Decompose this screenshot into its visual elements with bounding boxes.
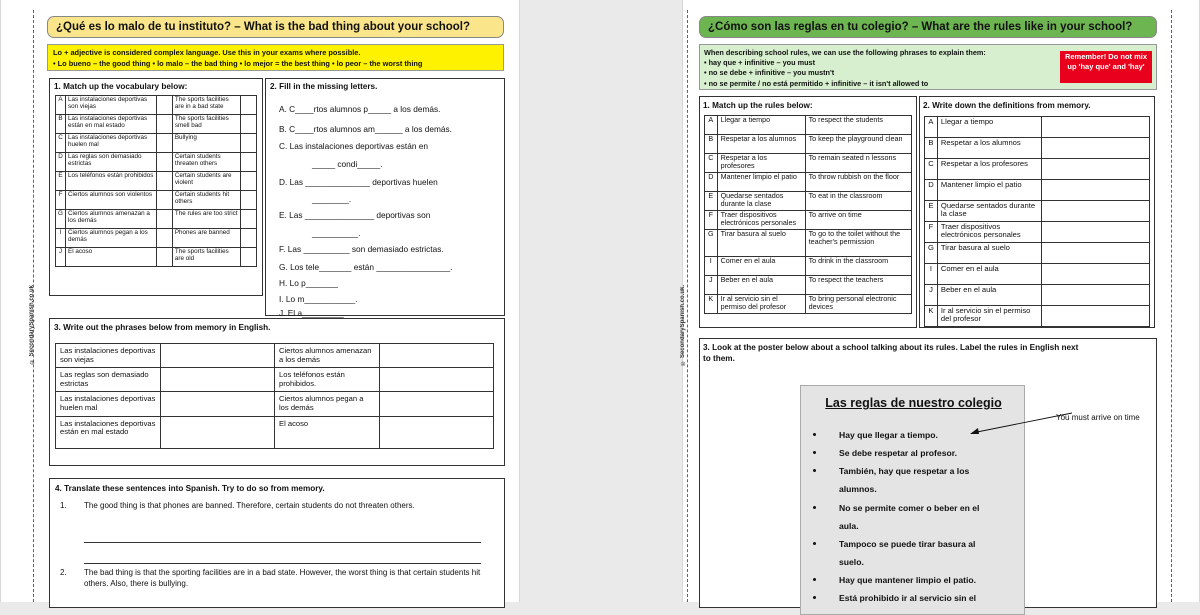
spanish-rule: Ir al servicio sin el permiso del profesor: [937, 306, 1041, 327]
poster-rule-line: Está prohibido ir al servicio sin el: [839, 593, 977, 603]
row-letter: G: [925, 243, 938, 264]
fill-item: D. Las ______________ deportivas huelen: [279, 177, 438, 187]
answer-cell[interactable]: [156, 134, 172, 153]
poster-rule-line: Hay que llegar a tiempo.: [839, 430, 938, 440]
english-phrase: Certain students hit others: [172, 191, 240, 210]
spanish-rule: Mantener limpio el patio: [717, 173, 805, 192]
table-row: [56, 210, 257, 229]
poster-title: Las reglas de nuestro colegio: [825, 396, 1002, 410]
answer-cell[interactable]: [156, 191, 172, 210]
section-match-vocabulary: [49, 78, 263, 296]
phrases-table: [55, 343, 494, 449]
page-title: ¿Qué es lo malo de tu instituto? – What is the bad thing about your school?: [47, 16, 504, 38]
item-number: 2.: [60, 568, 67, 577]
poster-rule-line: No se permite comer o beber en el: [839, 503, 980, 513]
spanish-phrase: Las reglas son demasiado estrictas: [66, 153, 157, 172]
row-letter: J: [56, 248, 66, 267]
worksheet-page-right: [682, 0, 1200, 602]
rules-table: [704, 115, 912, 314]
section-heading: 1. Match up the rules below:: [703, 101, 813, 110]
row-letter: F: [705, 211, 718, 230]
answer-cell[interactable]: [380, 368, 494, 392]
row-letter: J: [925, 285, 938, 306]
bullet-icon: [813, 506, 816, 509]
answer-line[interactable]: [84, 563, 481, 564]
spanish-rule: Traer dispositivos electrónicos personales: [937, 222, 1041, 243]
answer-cell[interactable]: [1041, 201, 1149, 222]
intro-line: • hay que + infinitive – you must: [704, 58, 816, 68]
spanish-phrase: El acoso: [275, 416, 380, 448]
table-row: [705, 295, 912, 314]
english-rule: To bring personal electronic devices: [805, 295, 911, 314]
row-letter: F: [925, 222, 938, 243]
table-row: [56, 392, 494, 416]
spanish-rule: Quedarse sentados durante la clase: [937, 201, 1041, 222]
spanish-rule: Ir al servicio sin el permiso del profesor: [717, 295, 805, 314]
table-row: [56, 416, 494, 448]
row-letter: I: [705, 257, 718, 276]
answer-cell[interactable]: [380, 392, 494, 416]
row-letter: J: [705, 276, 718, 295]
annotation-label: You must arrive on time: [1056, 413, 1140, 422]
english-rule: To throw rubbish on the floor: [805, 173, 911, 192]
section-translate: [49, 478, 505, 608]
spanish-rule: Respetar a los profesores: [937, 159, 1041, 180]
section-heading: to them.: [703, 354, 735, 363]
table-row: [925, 306, 1150, 327]
poster-rule-line: Se debe respetar al profesor.: [839, 448, 957, 458]
row-letter: C: [925, 159, 938, 180]
spanish-phrase: Los teléfonos están prohibidos.: [275, 368, 380, 392]
section-write-phrases: [49, 318, 505, 466]
english-rule: To eat in the classroom: [805, 192, 911, 211]
table-row: [925, 117, 1150, 138]
answer-cell[interactable]: [241, 172, 257, 191]
spanish-rule: Tirar basura al suelo: [937, 243, 1041, 264]
english-rule: To respect the teachers: [805, 276, 911, 295]
english-rule: To arrive on time: [805, 211, 911, 230]
english-phrase: Certain students are violent: [172, 172, 240, 191]
answer-cell[interactable]: [1041, 159, 1149, 180]
spanish-phrase: Los teléfonos están prohibidos: [66, 172, 157, 191]
answer-cell[interactable]: [156, 153, 172, 172]
page-title: ¿Cómo son las reglas en tu colegio? – What are the rules like in your school?: [699, 16, 1157, 38]
table-row: [56, 153, 257, 172]
english-rule: To drink in the classroom: [805, 257, 911, 276]
row-letter: K: [925, 306, 938, 327]
bullet-icon: [813, 596, 816, 599]
row-letter: A: [925, 117, 938, 138]
answer-cell[interactable]: [1041, 243, 1149, 264]
spanish-phrase: Las instalaciones deportivas son viejas: [56, 344, 161, 368]
section-heading: 2. Write down the definitions from memory.: [923, 101, 1091, 110]
note-line: • Lo bueno – the good thing • lo malo – the bad thing • lo mejor = the best thing • lo peor – the worst thing: [53, 59, 423, 68]
spanish-rule: Beber en el aula: [937, 285, 1041, 306]
fill-item: J. El a_________: [279, 308, 344, 318]
answer-cell[interactable]: [1041, 117, 1149, 138]
answer-cell[interactable]: [156, 210, 172, 229]
section-poster: [699, 338, 1157, 608]
poster-rule-line: Tampoco se puede tirar basura al: [839, 539, 976, 549]
table-row: [705, 173, 912, 192]
poster-rule-line: aula.: [839, 521, 859, 531]
spanish-rule: Respetar a los profesores: [717, 154, 805, 173]
row-letter: I: [925, 264, 938, 285]
english-phrase: The sports facilities smell bad: [172, 115, 240, 134]
answer-cell[interactable]: [241, 191, 257, 210]
spanish-rule: Quedarse sentados durante la clase: [717, 192, 805, 211]
english-phrase: The sports facilities are in a bad state: [172, 96, 240, 115]
table-row: [925, 138, 1150, 159]
row-letter: D: [56, 153, 66, 172]
bullet-icon: [813, 451, 816, 454]
spanish-rule: Comer en el aula: [717, 257, 805, 276]
answer-cell[interactable]: [156, 248, 172, 267]
section-definitions: [919, 96, 1155, 328]
poster-rule-line: Hay que mantener limpio el patio.: [839, 575, 977, 585]
spanish-phrase: Ciertos alumnos son violentos: [66, 191, 157, 210]
english-rule: To keep the playground clean: [805, 135, 911, 154]
answer-cell[interactable]: [1041, 285, 1149, 306]
answer-cell[interactable]: [380, 344, 494, 368]
english-phrase: Certain students threaten others: [172, 153, 240, 172]
answer-cell[interactable]: [156, 229, 172, 248]
answer-cell[interactable]: [161, 416, 275, 448]
spanish-phrase: Las instalaciones deportivas están en mal estado: [66, 115, 157, 134]
row-letter: C: [56, 134, 66, 153]
bullet-icon: [813, 542, 816, 545]
table-row: [56, 248, 257, 267]
row-letter: F: [56, 191, 66, 210]
table-row: [56, 134, 257, 153]
row-letter: E: [705, 192, 718, 211]
watermark: © SecondarySpanish.co.uk: [29, 285, 35, 365]
spanish-rule: Traer dispositivos electrónicos personales: [717, 211, 805, 230]
fill-item: ________.: [312, 194, 352, 204]
english-phrase: The sports facilities are old: [172, 248, 240, 267]
table-row: [705, 276, 912, 295]
bullet-icon: [813, 433, 816, 436]
answer-cell[interactable]: [241, 96, 257, 115]
spanish-phrase: El acoso: [66, 248, 157, 267]
table-row: [56, 172, 257, 191]
fill-item: __________.: [312, 228, 361, 238]
answer-cell[interactable]: [1041, 180, 1149, 201]
section-fill-letters: [265, 78, 505, 316]
bullet-icon: [813, 578, 816, 581]
fill-item: F. Las __________ son demasiado estrictas.: [279, 244, 444, 254]
table-row: [705, 135, 912, 154]
spanish-phrase: Ciertos alumnos amenazan a los demás: [66, 210, 157, 229]
row-letter: D: [925, 180, 938, 201]
table-row: [56, 368, 494, 392]
english-phrase: The rules are too strict: [172, 210, 240, 229]
worksheet-page-left: [0, 0, 520, 602]
poster-rule-line: También, hay que respetar a los: [839, 466, 970, 476]
answer-cell[interactable]: [241, 210, 257, 229]
table-row: [56, 344, 494, 368]
table-row: [925, 285, 1150, 306]
spanish-phrase: Las instalaciones deportivas están en mal estado: [56, 416, 161, 448]
fill-item: E. Las _______________ deportivas son: [279, 210, 431, 220]
table-row: [56, 115, 257, 134]
row-letter: B: [925, 138, 938, 159]
section-heading: 2. Fill in the missing letters.: [270, 82, 378, 91]
row-letter: B: [705, 135, 718, 154]
table-row: [925, 264, 1150, 285]
spanish-rule: Mantener limpio el patio: [937, 180, 1041, 201]
sentence-text: The bad thing is that the sporting facilities are in a bad state. However, the worst thing is that certain students hit others. Also, there is bullying.: [84, 568, 481, 588]
row-letter: E: [925, 201, 938, 222]
answer-cell[interactable]: [380, 416, 494, 448]
answer-cell[interactable]: [241, 115, 257, 134]
table-row: [705, 192, 912, 211]
answer-cell[interactable]: [161, 368, 275, 392]
section-heading: 4. Translate these sentences into Spanish. Try to do so from memory.: [55, 484, 325, 493]
spanish-phrase: Ciertos alumnos amenazan a los demás: [275, 344, 380, 368]
spanish-phrase: Las instalaciones deportivas son viejas: [66, 96, 157, 115]
english-phrase: Bullying: [172, 134, 240, 153]
intro-line: • no se permite / no está permitido + infinitive – it isn't allowed to: [704, 78, 929, 88]
table-row: [925, 201, 1150, 222]
poster-rule-line: alumnos.: [839, 484, 877, 494]
answer-cell[interactable]: [156, 96, 172, 115]
spanish-phrase: Ciertos alumnos pegan a los demás: [275, 392, 380, 416]
table-row: [705, 211, 912, 230]
sentence-text: The good thing is that phones are banned. Therefore, certain students do not threaten others.: [84, 501, 415, 510]
row-letter: A: [56, 96, 66, 115]
spanish-rule: Llegar a tiempo: [717, 116, 805, 135]
row-letter: K: [705, 295, 718, 314]
row-letter: E: [56, 172, 66, 191]
fill-item: _____ condi_____.: [312, 159, 383, 169]
vocabulary-table: [55, 95, 257, 267]
section-heading: 3. Look at the poster below about a school talking about its rules. Label the rules in English next: [703, 343, 1079, 352]
answer-cell[interactable]: [241, 229, 257, 248]
answer-cell[interactable]: [241, 248, 257, 267]
english-rule: To remain seated n lessons: [805, 154, 911, 173]
spanish-rule: Comer en el aula: [937, 264, 1041, 285]
fill-item: A. C____rtos alumnos p_____ a los demás.: [279, 104, 441, 114]
rules-phrases-box: [699, 44, 1157, 90]
answer-cell[interactable]: [1041, 306, 1149, 327]
english-rule: To respect the students: [805, 116, 911, 135]
table-row: [705, 257, 912, 276]
spanish-phrase: Las reglas son demasiado estrictas: [56, 368, 161, 392]
definitions-table: [924, 116, 1150, 327]
table-row: [56, 191, 257, 210]
note-line: Lo + adjective is considered complex language. Use this in your exams where possible.: [53, 48, 361, 57]
fill-item: H. Lo p_______: [279, 278, 339, 288]
fill-item: C. Las instalaciones deportivas están en: [279, 141, 428, 151]
table-row: [925, 243, 1150, 264]
answer-line[interactable]: [84, 542, 481, 543]
section-match-rules: [699, 96, 917, 328]
answer-cell[interactable]: [241, 134, 257, 153]
spanish-phrase: Las instalaciones deportivas huelen mal: [56, 392, 161, 416]
section-heading: 1. Match up the vocabulary below:: [54, 82, 188, 91]
answer-cell[interactable]: [1041, 222, 1149, 243]
table-row: [925, 222, 1150, 243]
row-letter: I: [56, 229, 66, 248]
row-letter: A: [705, 116, 718, 135]
english-phrase: Phones are banned: [172, 229, 240, 248]
table-row: [705, 230, 912, 257]
row-letter: B: [56, 115, 66, 134]
row-letter: C: [705, 154, 718, 173]
answer-cell[interactable]: [156, 172, 172, 191]
spanish-phrase: Las instalaciones deportivas huelen mal: [66, 134, 157, 153]
row-letter: G: [56, 210, 66, 229]
intro-line: When describing school rules, we can use the following phrases to explain them:: [704, 48, 986, 57]
english-rule: To go to the toilet without the teacher's permission: [805, 230, 911, 257]
spanish-rule: Respetar a los alumnos: [937, 138, 1041, 159]
row-letter: G: [705, 230, 718, 257]
table-row: [56, 96, 257, 115]
cut-line: [1171, 10, 1172, 602]
fill-item: I. Lo m___________.: [279, 294, 358, 304]
table-row: [925, 180, 1150, 201]
fill-item: B. C____rtos alumnos am______ a los demás.: [279, 124, 452, 134]
poster-rule-line: suelo.: [839, 557, 864, 567]
watermark: © SecondarySpanish.co.uk.: [680, 285, 686, 366]
section-heading: 3. Write out the phrases below from memory in English.: [54, 323, 271, 332]
table-row: [925, 159, 1150, 180]
answer-cell[interactable]: [156, 115, 172, 134]
cut-line: [687, 10, 688, 602]
item-number: 1.: [60, 501, 67, 510]
table-row: [56, 229, 257, 248]
table-row: [705, 116, 912, 135]
row-letter: D: [705, 173, 718, 192]
fill-item: G. Los tele_______ están ________________.: [279, 262, 453, 272]
remember-callout: Remember! Do not mix up 'hay que' and 'hay': [1060, 51, 1152, 83]
bullet-icon: [813, 469, 816, 472]
answer-cell[interactable]: [1041, 264, 1149, 285]
lo-adjective-note: [47, 44, 504, 71]
answer-cell[interactable]: [1041, 138, 1149, 159]
answer-cell[interactable]: [161, 392, 275, 416]
answer-cell[interactable]: [161, 344, 275, 368]
spanish-rule: Beber en el aula: [717, 276, 805, 295]
table-row: [705, 154, 912, 173]
spanish-rule: Respetar a los alumnos: [717, 135, 805, 154]
spanish-phrase: Ciertos alumnos pegan a los demás: [66, 229, 157, 248]
spanish-rule: Tirar basura al suelo: [717, 230, 805, 257]
answer-cell[interactable]: [241, 153, 257, 172]
intro-line: • no se debe + infinitive – you mustn't: [704, 68, 835, 78]
spanish-rule: Llegar a tiempo: [937, 117, 1041, 138]
